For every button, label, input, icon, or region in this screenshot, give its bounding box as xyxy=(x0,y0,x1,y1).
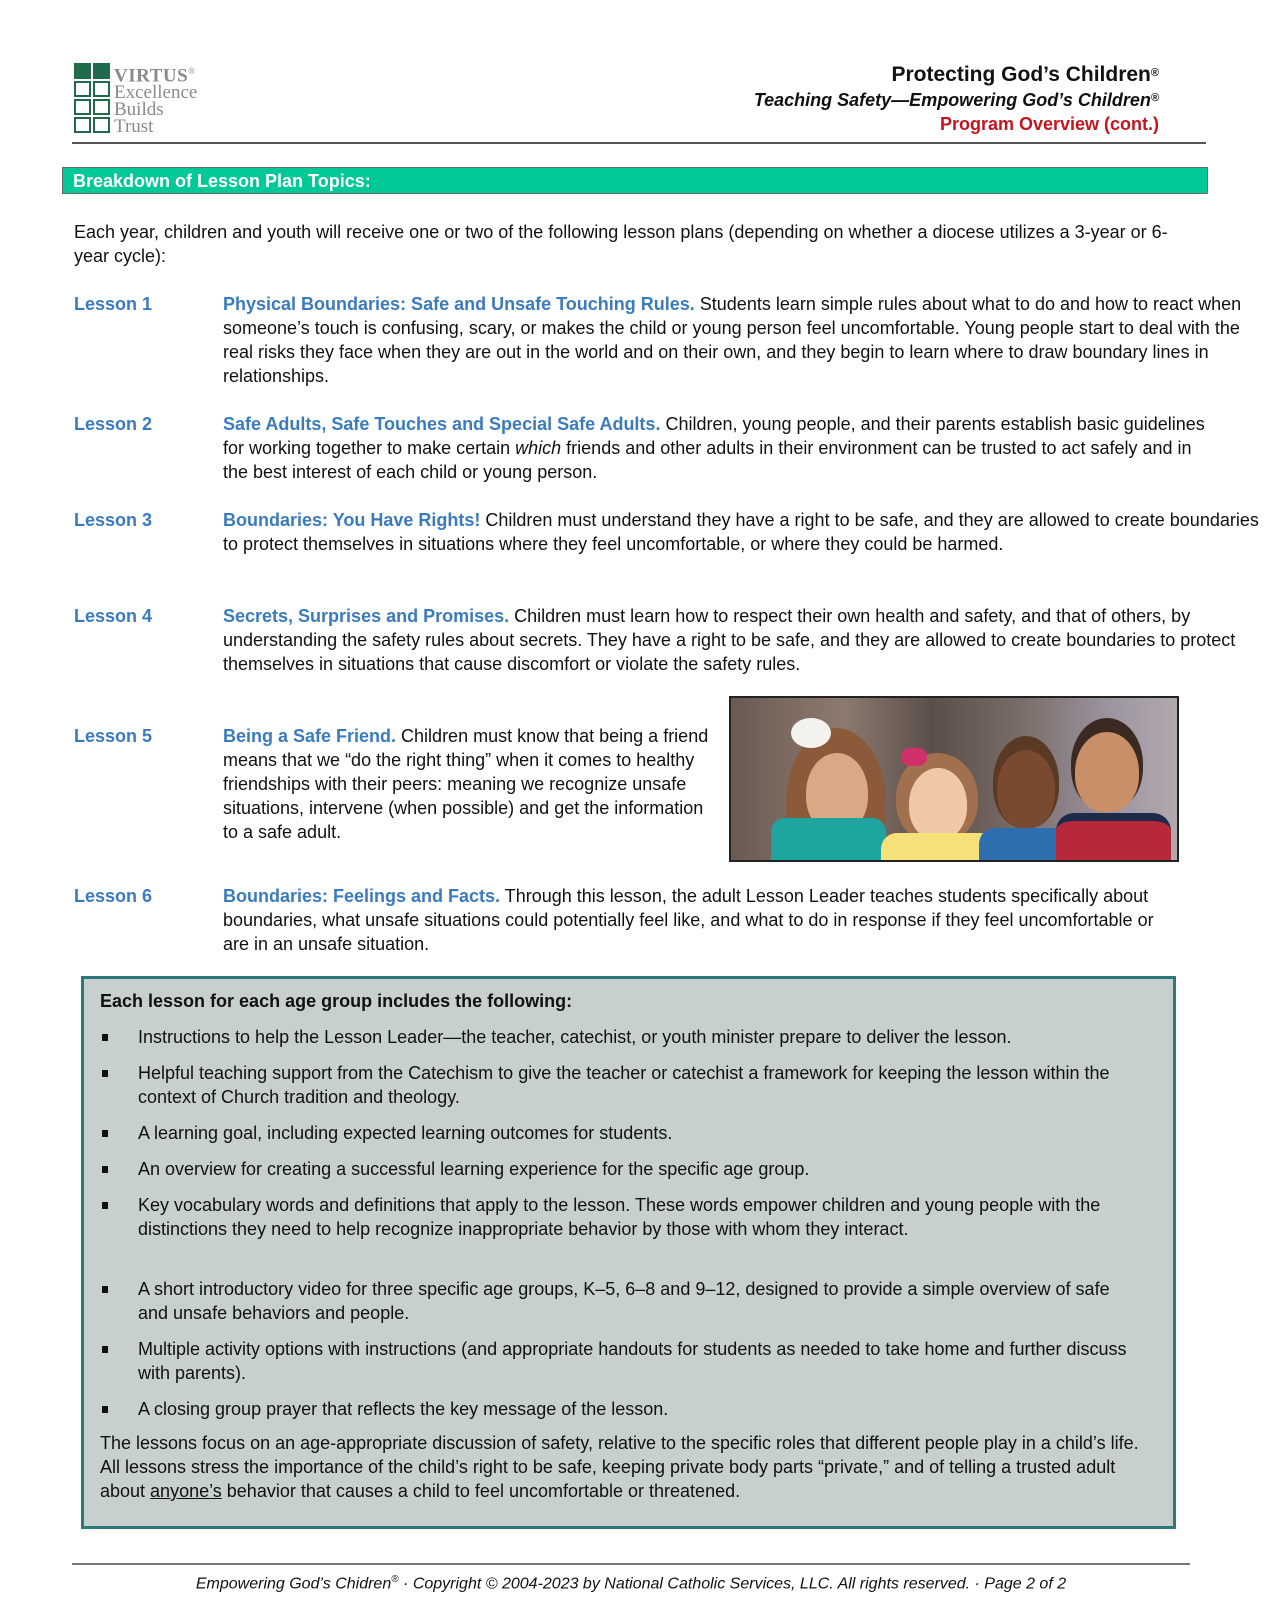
lesson-title: Secrets, Surprises and Promises. xyxy=(223,606,510,626)
cross-grid-icon xyxy=(74,63,110,133)
logo-tagline-3: Trust xyxy=(114,116,154,138)
lesson-title: Physical Boundaries: Safe and Unsafe Touching Rules. xyxy=(223,294,695,314)
box-closing-paragraph: The lessons focus on an age-appropriate discussion of safety, relative to the specific roles that different people play in a child’s life. All lessons stress the importance of the child’s right to be safe, keeping private body parts “private,” and of telling a trusted adult about anyone’s behavior that causes a child to feel uncomfortable or threatened. xyxy=(100,1433,1139,1501)
lesson-title: Safe Adults, Safe Touches and Special Safe Adults. xyxy=(223,414,661,434)
lesson-description: Physical Boundaries: Safe and Unsafe Touching Rules. Students learn simple rules about what to do and how to react when someone’s touch is confusing, scary, or makes the child or young person feel uncomfortable. Young people start to deal with the real risks they face when they are out in the world and on their own, and they begin to learn where to draw boundary lines in relationships. xyxy=(223,294,1242,386)
document-titles xyxy=(754,62,1159,136)
lesson-number: Lesson 1 xyxy=(74,294,153,314)
bullet-icon xyxy=(102,1034,108,1041)
bullet-icon xyxy=(102,1202,108,1209)
bullet-icon xyxy=(102,1346,108,1353)
document-title: Protecting God’s Children® xyxy=(891,63,1159,86)
lesson-includes-box: Each lesson for each age group includes the following: Instructions to help the Lesson Leader—the teacher, catechist, or youth minister prepare to deliver the lesson. Helpful teaching support from the Catechism to give the teacher or catechist a framework for keeping the lesson within the context of Church tradition and theology. A learning goal, including expected learning outcomes for students. An overview for creating a successful learning experience for the specific age group. Key vocabulary words and definitions that apply to the lesson. These words empower children and young people with the distinctions they need to help recognize inappropriate behavior by those with whom they interact. A short introductory video for three specific age groups, K–5, 6–8 and 9–12, designed to provide a simple overview of safe and unsafe behaviors and people. Multiple activity options with instructions (and appropriate handouts for students as needed to take home and further discuss with parents). A closing group prayer that reflects the key message of the lesson. The lessons focus on an age-appropriate discussion of safety, relative to the specific roles that different people play in a child’s life. All lessons stress the importance of the child’s right to be safe, keeping private body parts “private,” and of telling a trusted adult about anyone’s behavior that causes a child to feel uncomfortable or threatened. xyxy=(81,976,1176,1529)
bullet-icon xyxy=(102,1070,108,1077)
lesson-number: Lesson 4 xyxy=(74,606,153,626)
document-subtitle: Teaching Safety—Empowering God’s Children® xyxy=(753,90,1159,110)
virtus-logo xyxy=(74,63,198,138)
box-heading: Each lesson for each age group includes the following: xyxy=(100,991,573,1011)
bullet-icon xyxy=(102,1286,108,1293)
lesson-title: Being a Safe Friend. xyxy=(223,726,397,746)
page-footer: Empowering God’s Chidren® · Copyright © 2004-2023 by National Catholic Services, LLC. All rights reserved. · Page 2 of 2 xyxy=(195,1574,1067,1593)
logo-tagline-1: Excellence xyxy=(114,82,198,104)
lesson-number: Lesson 6 xyxy=(74,886,153,906)
lesson-number: Lesson 2 xyxy=(74,414,153,434)
lesson-description: Boundaries: Feelings and Facts. Through this lesson, the adult Lesson Leader teaches students specifically about boundaries, what unsafe situations could potentially feel like, and what to do in response if they feel uncomfortable or are in an unsafe situation. xyxy=(223,886,1154,954)
lesson-description: Secrets, Surprises and Promises. Children must learn how to respect their own health and safety, and that of others, by understanding the safety rules about secrets. They have a right to be safe, and they are allowed to create boundaries to protect themselves in situations that cause discomfort or violate the safety rules. xyxy=(223,606,1236,674)
lesson-description: Boundaries: You Have Rights! Children must understand they have a right to be safe, and they are allowed to create boundaries to protect themselves in situations where they feel uncomfortable, or where they could be harmed. xyxy=(223,510,1259,554)
logo-tagline-2: Builds xyxy=(114,99,164,121)
logo-brand: VIRTUS xyxy=(114,65,189,87)
lesson-number: Lesson 5 xyxy=(74,726,153,746)
bullet-icon xyxy=(102,1166,108,1173)
lesson-title: Boundaries: Feelings and Facts. xyxy=(223,886,501,906)
logo-text: VIRTUS® Excellence Builds Trust xyxy=(114,65,198,138)
lesson-description: Being a Safe Friend. Children must know that being a friend means that we “do the right thing” when it comes to healthy friendships with their peers: meaning we recognize unsafe situations, intervene (when possible) and get the information to a safe adult. xyxy=(223,726,709,842)
header-divider xyxy=(72,142,1206,144)
children-photo xyxy=(729,696,1179,862)
bullet-icon xyxy=(102,1406,108,1413)
lesson-number: Lesson 3 xyxy=(74,510,153,530)
section-heading-bar: Breakdown of Lesson Plan Topics: xyxy=(62,167,1208,194)
bullet-icon xyxy=(102,1130,108,1137)
footer-divider xyxy=(72,1563,1190,1565)
intro-paragraph: Each year, children and youth will receive one or two of the following lesson plans (depending on whether a diocese utilizes a 3-year or 6-year cycle): xyxy=(74,222,1168,266)
lesson-title: Boundaries: You Have Rights! xyxy=(223,510,481,530)
section-label: Program Overview (cont.) xyxy=(939,114,1159,134)
lesson-description: Safe Adults, Safe Touches and Special Safe Adults. Children, young people, and their parents establish basic guidelines for working together to make certain which friends and other adults in their environment can be trusted to act safely and in the best interest of each child or young person. xyxy=(223,414,1205,482)
